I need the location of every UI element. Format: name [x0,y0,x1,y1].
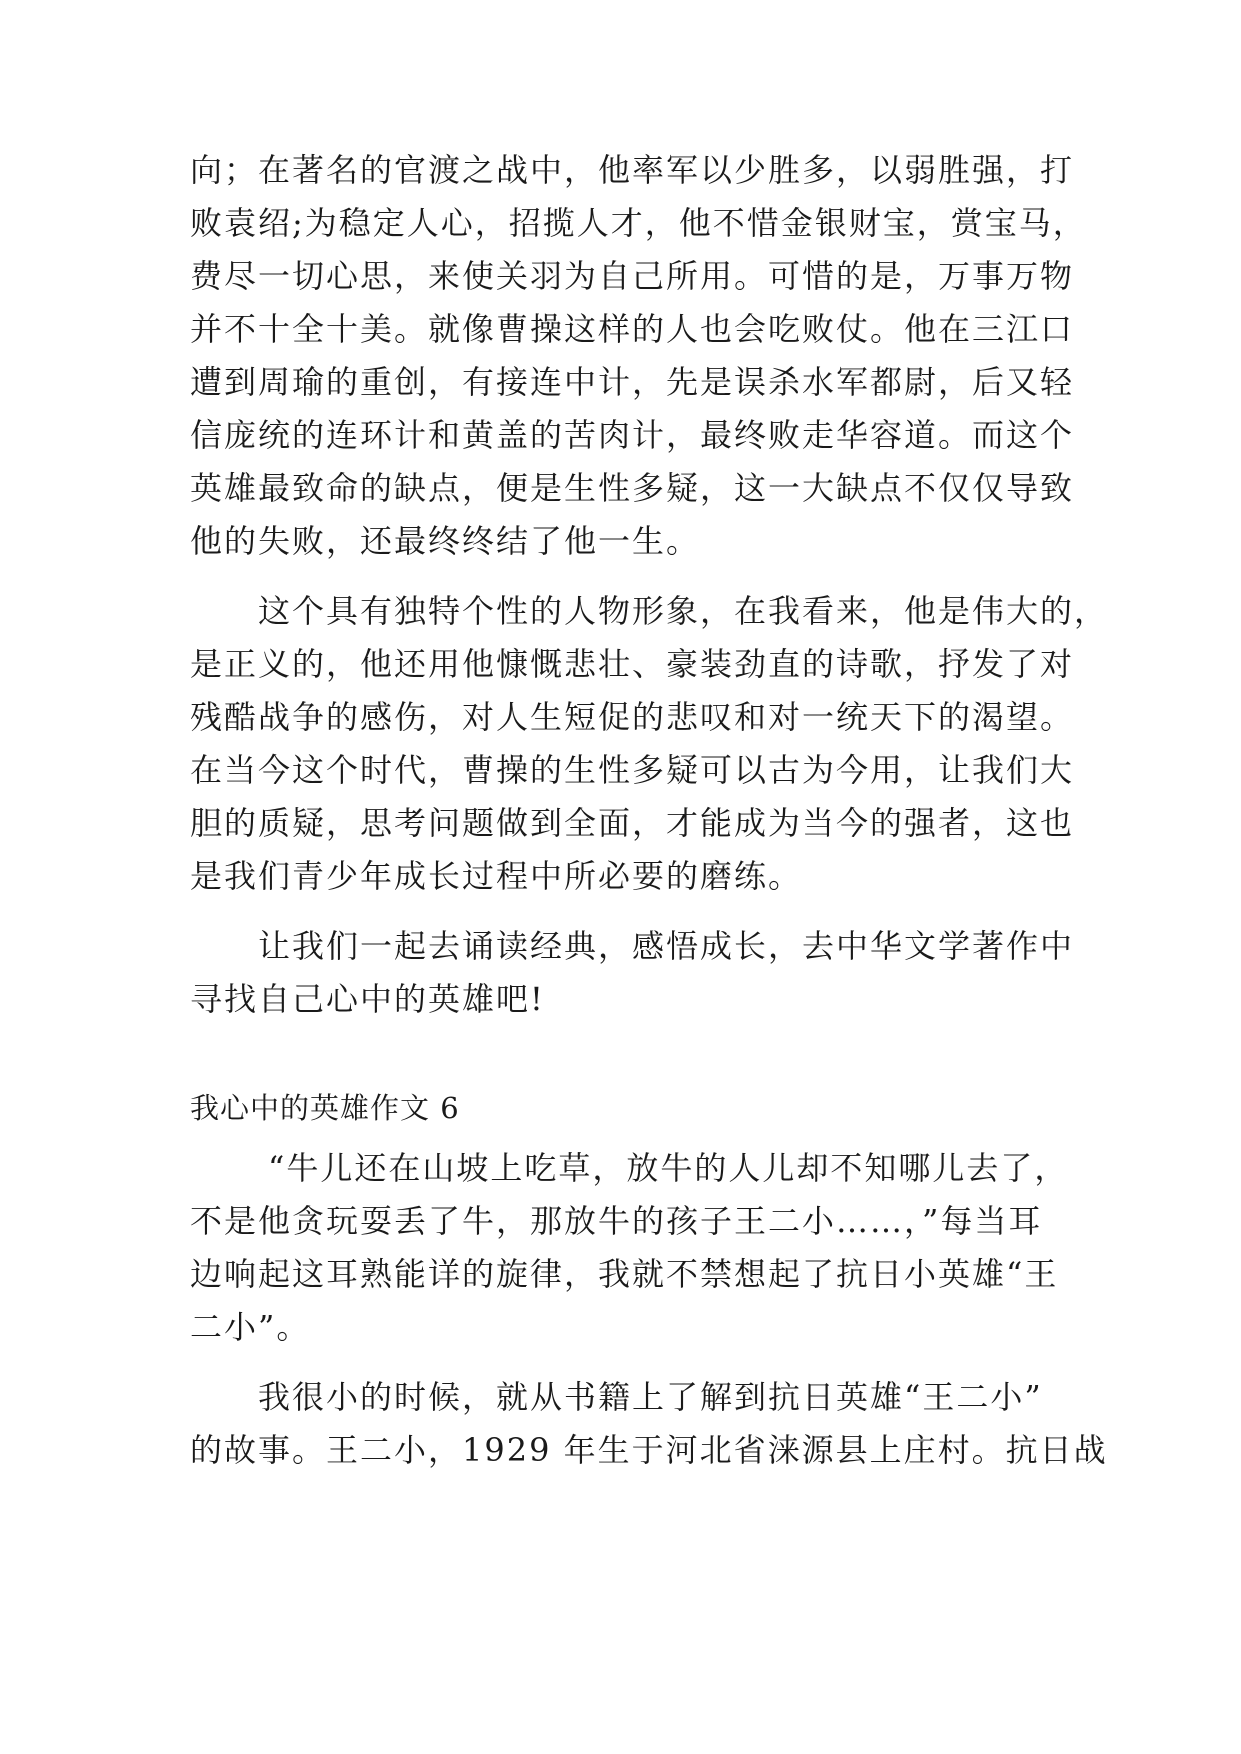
text-line: 他的失败，还最终终结了他一生。 [190,522,701,560]
text-line: 在当今这个时代，曹操的生性多疑可以古为今用，让我们大 [190,751,1075,789]
paragraph-first-line: “牛儿还在山坡上吃草，放牛的人儿却不知哪儿去了， [268,1149,1069,1187]
text-line: 败袁绍;为稳定人心，招揽人才，他不惜金银财宝，赏宝马， [190,204,1087,242]
text-line: 是正义的，他还用他慷慨悲壮、豪装劲直的诗歌，抒发了对 [190,645,1075,683]
text-line: 并不十全十美。就像曹操这样的人也会吃败仗。他在三江口 [190,310,1075,348]
paragraph-first-line: 这个具有独特个性的人物形象，在我看来，他是伟大的， [258,592,1109,630]
text-line: 英雄最致命的缺点，便是生性多疑，这一大缺点不仅仅导致 [190,469,1075,507]
text-line: 不是他贪玩耍丢了牛，那放牛的孩子王二小……，”每当耳 [190,1202,1043,1240]
text-line: 遭到周瑜的重创，有接连中计，先是误杀水军都尉，后又轻 [190,363,1075,401]
paragraph-first-line: 我很小的时候，就从书籍上了解到抗日英雄“王二小” [258,1378,1043,1416]
text-line: 边响起这耳熟能详的旋律，我就不禁想起了抗日小英雄“王 [190,1255,1059,1293]
text-line: 费尽一切心思，来使关羽为自己所用。可惜的是，万事万物 [190,257,1075,295]
text-line: 信庞统的连环计和黄盖的苦肉计，最终败走华容道。而这个 [190,416,1075,454]
text-line: 是我们青少年成长过程中所必要的磨练。 [190,857,803,895]
text-line: 向；在著名的官渡之战中，他率军以少胜多，以弱胜强，打 [190,151,1075,189]
text-line: 的故事。王二小，1929 年生于河北省涞源县上庄村。抗日战 [190,1431,1108,1469]
section-heading: 我心中的英雄作文 6 [190,1091,460,1125]
text-line: 二小”。 [190,1308,311,1346]
text-line: 胆的质疑，思考问题做到全面，才能成为当今的强者，这也 [190,804,1075,842]
text-line: 寻找自己心中的英雄吧! [190,980,545,1018]
paragraph-first-line: 让我们一起去诵读经典，感悟成长，去中华文学著作中 [258,927,1075,965]
text-line: 残酷战争的感伤，对人生短促的悲叹和对一统天下的渴望。 [190,698,1075,736]
